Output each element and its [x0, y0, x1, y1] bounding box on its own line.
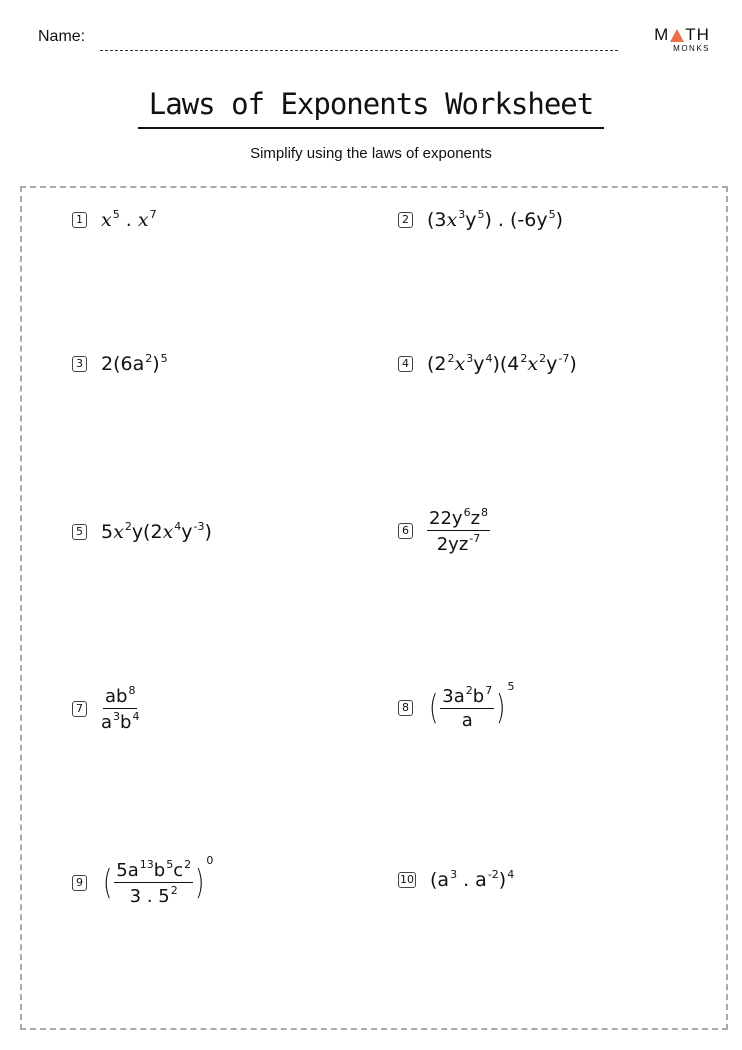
- expression-term: [527, 352, 546, 375]
- logo-text-m: M: [654, 25, 670, 44]
- term-exponent: 8: [481, 506, 489, 519]
- term-base: (a: [430, 869, 450, 891]
- expression-term: [536, 208, 555, 231]
- term-exponent: 2: [170, 884, 178, 897]
- term-exponent: 5: [477, 208, 485, 221]
- expression-term: [427, 209, 447, 231]
- term-base: y: [181, 521, 193, 543]
- term-exponent: 6: [463, 506, 471, 519]
- term-base: x: [527, 353, 539, 375]
- expression-term: [437, 534, 481, 555]
- outer-exponent: 5: [507, 680, 515, 693]
- expression-term: [442, 686, 472, 707]
- term-base: 2yz: [436, 534, 469, 555]
- problem-expression: [427, 352, 577, 375]
- expression-term: [473, 352, 492, 375]
- problem-number-badge: 3: [72, 356, 87, 372]
- logo-text-th: TH: [685, 25, 710, 44]
- fraction-numerator: [103, 684, 137, 709]
- term-base: x: [454, 353, 466, 375]
- term-base: y: [546, 353, 558, 375]
- term-base: (3: [427, 208, 447, 231]
- problem-number-badge: 7: [72, 701, 87, 717]
- term-base: ): [152, 353, 160, 375]
- problem-item: [72, 520, 212, 543]
- instructions: Simplify using the laws of exponents: [250, 145, 492, 162]
- term-base: b: [153, 860, 166, 881]
- term-exponent: -3: [193, 520, 205, 533]
- term-base: y: [536, 209, 548, 231]
- expression-term: [120, 209, 138, 231]
- term-base: c: [173, 860, 184, 881]
- expression-term: [101, 521, 113, 543]
- math-monks-logo: [652, 26, 712, 53]
- expression-term: [163, 520, 182, 543]
- term-base: 22y: [429, 508, 463, 529]
- expression-term: [556, 209, 563, 231]
- expression-term: [205, 521, 212, 543]
- term-exponent: 3: [466, 352, 474, 365]
- expression-term: [101, 208, 120, 231]
- expression-term: [181, 520, 204, 543]
- term-base: . a: [457, 869, 487, 891]
- term-base: ): [555, 208, 564, 231]
- fraction: [101, 684, 139, 733]
- term-exponent: 2: [447, 352, 455, 365]
- term-base: y: [465, 209, 477, 231]
- fraction-denominator: [130, 883, 178, 907]
- term-exponent: 4: [507, 868, 515, 881]
- expression-term: [462, 710, 473, 731]
- term-exponent: 3: [450, 868, 458, 881]
- term-base: 3a: [442, 686, 465, 707]
- title-underline: [138, 127, 604, 129]
- fraction-numerator: [427, 506, 490, 531]
- term-exponent: 7: [485, 684, 493, 697]
- problem-expression: [101, 208, 157, 231]
- term-exponent: 2: [520, 352, 528, 365]
- term-exponent: 4: [485, 352, 493, 365]
- term-exponent: 2: [145, 352, 153, 365]
- expression-term: [173, 860, 191, 881]
- problem-item: [72, 684, 139, 733]
- expression-term: [429, 508, 471, 529]
- outer-exponent: 0: [206, 854, 214, 867]
- expression-term: [473, 686, 492, 707]
- expression-term: [465, 208, 484, 231]
- fraction: [440, 684, 494, 731]
- term-base: z: [470, 508, 481, 529]
- problem-number-badge: 10: [400, 872, 414, 886]
- name-input-line[interactable]: [100, 50, 618, 51]
- problem-number-badge: 8: [398, 700, 413, 716]
- logo-subtext: MONKS: [673, 44, 710, 53]
- expression-term: [492, 352, 527, 375]
- term-exponent: 2: [465, 684, 473, 697]
- term-base: a: [461, 710, 473, 731]
- fraction-denominator: [437, 531, 481, 555]
- problem-number-badge: 4: [398, 356, 413, 372]
- term-exponent: -2: [487, 868, 499, 881]
- problem-item: [72, 352, 168, 375]
- problem-expression: [101, 684, 139, 733]
- expression-term: [101, 712, 120, 733]
- right-parenthesis: ): [496, 687, 506, 728]
- term-base: 5a: [116, 860, 139, 881]
- fraction: [427, 506, 490, 555]
- problem-expression: [430, 868, 514, 891]
- expression-term: [138, 208, 157, 231]
- term-exponent: 4: [132, 710, 140, 723]
- problem-item: [398, 352, 577, 375]
- term-exponent: 4: [174, 520, 182, 533]
- term-base: x: [446, 209, 458, 231]
- problem-number-badge: 2: [398, 212, 413, 228]
- term-base: x: [101, 209, 112, 231]
- term-exponent: 3: [458, 208, 466, 221]
- problem-item: [72, 208, 157, 231]
- term-base: ) . (-6: [484, 208, 537, 231]
- term-exponent: 2: [539, 352, 547, 365]
- term-base: ): [569, 352, 577, 375]
- expression-term: [471, 508, 488, 529]
- term-base: x: [137, 209, 149, 231]
- expression-term: [455, 352, 474, 375]
- term-base: ): [204, 520, 212, 543]
- expression-term: [105, 686, 135, 707]
- term-base: (2: [427, 353, 447, 375]
- problem-number-badge: 6: [398, 523, 413, 539]
- expression-term: [457, 868, 499, 891]
- expression-term: [427, 352, 455, 375]
- term-exponent: 2: [124, 520, 132, 533]
- term-base: x: [113, 521, 124, 543]
- fraction: [114, 858, 193, 907]
- expression-term: [152, 352, 167, 375]
- term-exponent: 8: [128, 684, 136, 697]
- left-parenthesis: (: [102, 862, 113, 903]
- term-exponent: 13: [139, 858, 154, 871]
- problem-item: [398, 680, 515, 731]
- left-parenthesis: (: [428, 687, 439, 728]
- term-base: )(4: [492, 353, 520, 375]
- fraction-denominator: [101, 709, 139, 733]
- problem-number-badge: 1: [72, 212, 87, 228]
- expression-term: [132, 521, 163, 543]
- expression-term: [499, 868, 514, 891]
- expression-term: [154, 860, 173, 881]
- expression-term: [484, 209, 536, 231]
- term-exponent: 3: [113, 710, 121, 723]
- term-exponent: 5: [548, 208, 556, 221]
- problem-number-badge: 5: [72, 524, 87, 540]
- fraction-denominator: [462, 709, 473, 731]
- expression-term: [569, 353, 576, 375]
- expression-term: [113, 520, 132, 543]
- term-base: x: [162, 521, 174, 543]
- logo-triangle-icon: [670, 29, 684, 42]
- term-exponent: 7: [149, 208, 157, 221]
- problem-number-badge: 9: [72, 875, 87, 891]
- problem-item: [72, 854, 214, 907]
- problem-expression: [101, 352, 168, 375]
- term-base: 5: [101, 520, 114, 543]
- term-exponent: -7: [469, 532, 481, 545]
- problem-item: [398, 208, 563, 231]
- term-base: y(2: [131, 520, 163, 543]
- expression-term: [116, 860, 153, 881]
- fraction-numerator: [114, 858, 193, 883]
- term-exponent: -7: [558, 352, 570, 365]
- term-base: ab: [105, 686, 128, 707]
- expression-term: [101, 352, 152, 375]
- term-base: 2(6a: [101, 353, 145, 375]
- page-title: Laws of Exponents Worksheet: [148, 87, 594, 121]
- term-base: b: [472, 686, 485, 707]
- problem-expression: [427, 506, 490, 555]
- right-parenthesis: ): [195, 862, 205, 903]
- problem-item: [398, 868, 514, 891]
- term-base: a: [101, 712, 113, 733]
- term-exponent: 5: [112, 208, 120, 221]
- problem-expression: [427, 208, 563, 231]
- term-base: b: [120, 712, 132, 733]
- expression-term: [130, 886, 178, 907]
- term-exponent: 2: [184, 858, 192, 871]
- name-label: Name:: [38, 28, 86, 45]
- expression-term: [120, 712, 139, 733]
- expression-term: [546, 352, 569, 375]
- problem-item: [398, 506, 490, 555]
- expression-term: [430, 868, 457, 891]
- term-base: 3 . 5: [129, 886, 170, 907]
- term-base: y: [473, 353, 485, 375]
- expression-term: [447, 208, 466, 231]
- term-exponent: 5: [166, 858, 174, 871]
- term-base: ): [498, 869, 507, 891]
- term-base: .: [119, 208, 138, 231]
- term-exponent: 5: [160, 352, 168, 365]
- fraction-numerator: [440, 684, 494, 709]
- problem-expression: [101, 520, 212, 543]
- problem-expression: [101, 854, 214, 907]
- problem-expression: [427, 680, 515, 731]
